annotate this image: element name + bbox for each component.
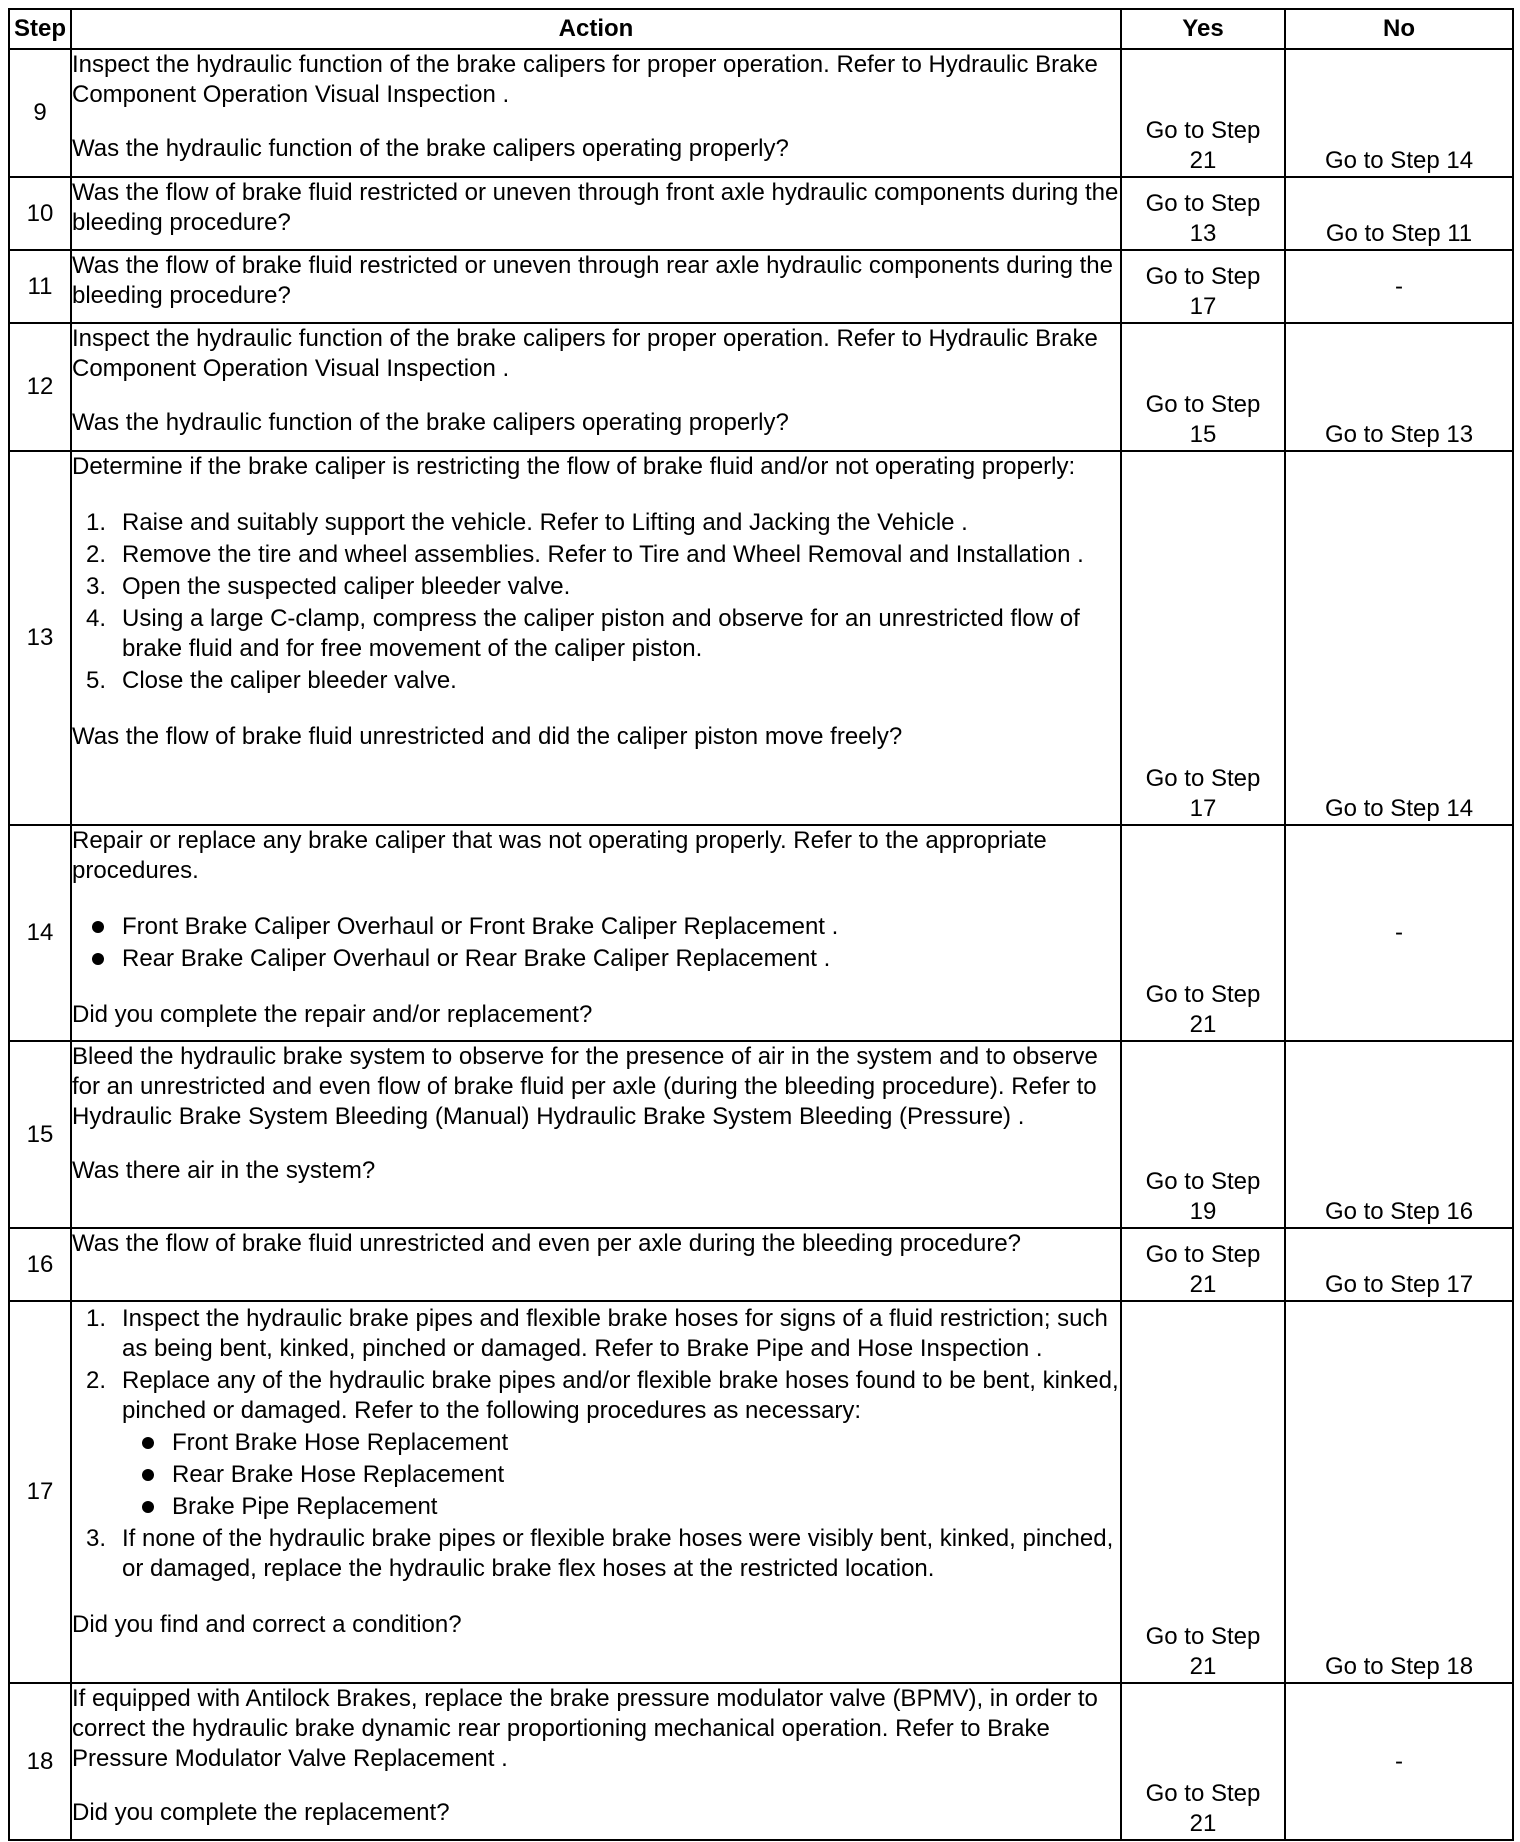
list-item (72, 508, 1120, 538)
no-cell: Go to Step 11 (1285, 177, 1513, 250)
yes-label: Go to Step (1145, 391, 1261, 418)
bullet-icon (142, 1501, 154, 1513)
step-number: 16 (9, 1228, 71, 1301)
list-item (72, 944, 1120, 974)
bullet-list (72, 912, 1120, 974)
action-cell (71, 250, 1121, 323)
list-text: Close the caliper bleeder valve. (122, 667, 457, 694)
list-number: 3. (86, 573, 107, 600)
list-item (72, 572, 1120, 602)
yes-step: 21 (1189, 1011, 1217, 1038)
yes-step: 21 (1189, 1271, 1217, 1298)
action-cell (71, 49, 1121, 177)
yes-cell (1121, 1228, 1285, 1301)
yes-cell (1121, 177, 1285, 250)
step-number: 12 (9, 323, 71, 451)
action-text: Repair or replace any brake caliper that was not operating properly. Refer to the appropriate procedures. (72, 827, 1047, 884)
table-row (9, 1041, 1513, 1228)
table-row (9, 49, 1513, 177)
list-text: Remove the tire and wheel assemblies. Refer to Tire and Wheel Removal and Installation . (122, 541, 1084, 568)
list-item (72, 1304, 1120, 1364)
header-yes: Yes (1121, 9, 1285, 49)
list-text: Brake Pipe Replacement (172, 1493, 438, 1520)
no-cell: Go to Step 18 (1285, 1301, 1513, 1683)
no-cell: Go to Step 14 (1285, 451, 1513, 825)
action-question: Was the flow of brake fluid unrestricted and did the caliper piston move freely? (72, 723, 903, 750)
yes-label: Go to Step (1145, 765, 1261, 792)
step-number: 11 (9, 250, 71, 323)
yes-cell (1121, 49, 1285, 177)
action-text: Bleed the hydraulic brake system to observe for the presence of air in the system and to observe for an unrestricted and even flow of brake fluid per axle (during the bleeding procedure). Refer to Hydraulic Brake System Bleeding (Manual) Hydraulic Brake System Bleeding (Pressure) . (72, 1043, 1098, 1130)
yes-cell (1121, 1301, 1285, 1683)
list-text: If none of the hydraulic brake pipes or flexible brake hoses were visibly bent, kinked, pinched, or damaged, replace the hydraulic brake flex hoses at the restricted location. (122, 1525, 1114, 1582)
no-cell: - (1285, 825, 1513, 1041)
action-question: Was the flow of brake fluid restricted or uneven through rear axle hydraulic components during the bleeding procedure? (72, 252, 1113, 309)
list-item (72, 1524, 1120, 1584)
list-text: Rear Brake Caliper Overhaul or Rear Brake Caliper Replacement . (122, 945, 831, 972)
list-item (72, 912, 1120, 942)
no-cell: - (1285, 250, 1513, 323)
yes-cell (1121, 451, 1285, 825)
step-number: 10 (9, 177, 71, 250)
list-item (122, 1428, 1120, 1458)
step-number: 9 (9, 49, 71, 177)
list-text: Using a large C-clamp, compress the caliper piston and observe for an unrestricted flow of brake fluid and for free movement of the caliper piston. (122, 605, 1080, 662)
yes-label: Go to Step (1145, 263, 1261, 290)
sub-bullet-list (122, 1428, 1120, 1522)
yes-step: 17 (1189, 293, 1217, 320)
list-number: 2. (86, 541, 107, 568)
list-item (122, 1460, 1120, 1490)
action-cell (71, 451, 1121, 825)
header-step: Step (9, 9, 71, 49)
yes-step: 19 (1189, 1198, 1217, 1225)
action-question: Was the hydraulic function of the brake calipers operating properly? (72, 409, 789, 436)
yes-cell (1121, 825, 1285, 1041)
no-cell: Go to Step 14 (1285, 49, 1513, 177)
list-number: 3. (86, 1525, 107, 1552)
list-item (122, 1492, 1120, 1522)
yes-label: Go to Step (1145, 1241, 1261, 1268)
procedure-list (72, 508, 1120, 696)
yes-step: 21 (1189, 1653, 1217, 1680)
list-number: 2. (86, 1367, 107, 1394)
yes-label: Go to Step (1145, 190, 1261, 217)
action-question: Did you complete the replacement? (72, 1799, 450, 1826)
list-text: Replace any of the hydraulic brake pipes and/or flexible brake hoses found to be bent, kinked, pinched or damaged. Refer to the following procedures as necessary: (122, 1367, 1119, 1424)
table-row (9, 451, 1513, 825)
step-number: 13 (9, 451, 71, 825)
action-cell (71, 177, 1121, 250)
yes-step: 17 (1189, 795, 1217, 822)
yes-cell (1121, 1041, 1285, 1228)
bullet-icon (92, 953, 104, 965)
list-item (72, 604, 1120, 664)
step-number: 18 (9, 1683, 71, 1840)
action-question: Did you find and correct a condition? (72, 1611, 462, 1638)
list-text: Front Brake Caliper Overhaul or Front Brake Caliper Replacement . (122, 913, 839, 940)
list-text: Rear Brake Hose Replacement (172, 1461, 505, 1488)
action-cell (71, 1041, 1121, 1228)
step-number: 17 (9, 1301, 71, 1683)
table-row (9, 250, 1513, 323)
no-cell: Go to Step 16 (1285, 1041, 1513, 1228)
action-question: Was the hydraulic function of the brake calipers operating properly? (72, 135, 789, 162)
action-text: Inspect the hydraulic function of the brake calipers for proper operation. Refer to Hydraulic Brake Component Operation Visual Inspection . (72, 325, 1098, 382)
action-cell (71, 1228, 1121, 1301)
yes-step: 21 (1189, 147, 1217, 174)
action-question: Was there air in the system? (72, 1157, 376, 1184)
list-number: 4. (86, 605, 107, 632)
bullet-icon (92, 921, 104, 933)
step-number: 15 (9, 1041, 71, 1228)
yes-step: 21 (1189, 1810, 1217, 1837)
list-item (72, 1366, 1120, 1522)
header-action: Action (71, 9, 1121, 49)
list-text: Open the suspected caliper bleeder valve. (122, 573, 571, 600)
action-cell (71, 825, 1121, 1041)
yes-cell (1121, 323, 1285, 451)
table-row (9, 1228, 1513, 1301)
list-number: 1. (86, 1305, 107, 1332)
list-number: 1. (86, 509, 107, 536)
action-text: Determine if the brake caliper is restricting the flow of brake fluid and/or not operating properly: (72, 453, 1076, 480)
diagnostic-table (8, 8, 1514, 1841)
yes-cell (1121, 250, 1285, 323)
list-text: Inspect the hydraulic brake pipes and flexible brake hoses for signs of a fluid restriction; such as being bent, kinked, pinched or damaged. Refer to Brake Pipe and Hose Inspection . (122, 1305, 1108, 1362)
no-cell: Go to Step 13 (1285, 323, 1513, 451)
list-text: Raise and suitably support the vehicle. Refer to Lifting and Jacking the Vehicle . (122, 509, 968, 536)
table-row (9, 825, 1513, 1041)
yes-label: Go to Step (1145, 981, 1261, 1008)
action-cell (71, 1301, 1121, 1683)
step-number: 14 (9, 825, 71, 1041)
action-cell (71, 323, 1121, 451)
action-text: If equipped with Antilock Brakes, replace the brake pressure modulator valve (BPMV), in order to correct the hydraulic brake dynamic rear proportioning mechanical operation. Refer to Brake Pressure Modulator Valve Replacement . (72, 1685, 1098, 1772)
yes-label: Go to Step (1145, 1623, 1261, 1650)
bullet-icon (142, 1469, 154, 1481)
procedure-list (72, 1304, 1120, 1584)
bullet-icon (142, 1437, 154, 1449)
list-item (72, 540, 1120, 570)
yes-cell (1121, 1683, 1285, 1840)
action-question: Was the flow of brake fluid restricted or uneven through front axle hydraulic components during the bleeding procedure? (72, 179, 1119, 236)
yes-step: 13 (1189, 220, 1217, 247)
table-row (9, 177, 1513, 250)
list-number: 5. (86, 667, 107, 694)
action-cell (71, 1683, 1121, 1840)
table-row (9, 323, 1513, 451)
table-row (9, 1683, 1513, 1840)
list-item (72, 666, 1120, 696)
no-cell: - (1285, 1683, 1513, 1840)
header-no: No (1285, 9, 1513, 49)
action-question: Did you complete the repair and/or replacement? (72, 1001, 593, 1028)
yes-label: Go to Step (1145, 1780, 1261, 1807)
list-text: Front Brake Hose Replacement (172, 1429, 509, 1456)
table-row (9, 1301, 1513, 1683)
action-text: Inspect the hydraulic function of the brake calipers for proper operation. Refer to Hydraulic Brake Component Operation Visual Inspection . (72, 51, 1098, 108)
yes-label: Go to Step (1145, 117, 1261, 144)
header-row (9, 9, 1513, 49)
no-cell: Go to Step 17 (1285, 1228, 1513, 1301)
yes-label: Go to Step (1145, 1168, 1261, 1195)
yes-step: 15 (1189, 421, 1217, 448)
action-question: Was the flow of brake fluid unrestricted and even per axle during the bleeding procedure? (72, 1230, 1022, 1257)
